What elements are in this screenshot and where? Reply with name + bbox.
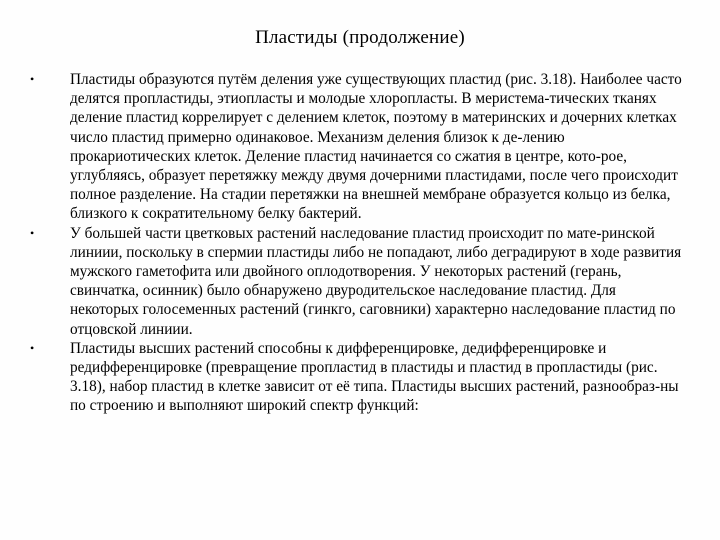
bullet-text-1: Пластиды образуются путём деления уже существующих пластид (рис. 3.18). Наиболее часто делятся пропластиды, этиопласты и молодые хлоропласты. В меристема-тических тканях деление пластид коррелирует с делением клеток, поэтому в материнских и дочерних клетках число пластид примерно одинаковое. Механизм деления близок к де-лению прокариотических клеток. Деление пластид начинается со сжатия в центре, кото-рое, углубляясь, образует перетяжку между двумя дочерними пластидами, после чего происходит полное разделение. На стадии перетяжки на внешней мембране образуется кольцо из белка, близкого к сократительному белку бактерий. <box>70 71 682 223</box>
bullet-dot-icon: • <box>30 72 35 86</box>
bullet-item-3 <box>30 339 682 416</box>
bullet-text-2: У большей части цветковых растений наследование пластид происходит по мате-ринской линиии, поскольку в спермии пластиды либо не попадают, либо деградируют в ходе развития мужского гаметофита или двойного оплодотворения. У некоторых растений (герань, свинчатка, осинник) было обнаружено двуродительское наследование пластид. Для некоторых голосеменных растений (гинкго, саговники) характерно наследование пластид по отцовской линиии. <box>70 224 682 338</box>
bullet-text-3: Пластиды высших растений способны к дифференцировке, дедифференцировке и редифференцировке (превращение пропластид в пластиды и пластид в пропластиды (рис. 3.18), набор пластид в клетке зависит от её типа. Пластиды высших растений, разнообраз-ны по строению и выполняют широкий спектр функций: <box>70 339 679 415</box>
bullet-item-2 <box>30 224 682 339</box>
slide-title: Пластиды (продолжение) <box>255 27 465 48</box>
bullet-dot-icon: • <box>30 340 35 355</box>
bullet-item-1 <box>30 70 682 224</box>
bullet-dot-icon: • <box>30 225 35 240</box>
bullet-list <box>30 70 682 416</box>
